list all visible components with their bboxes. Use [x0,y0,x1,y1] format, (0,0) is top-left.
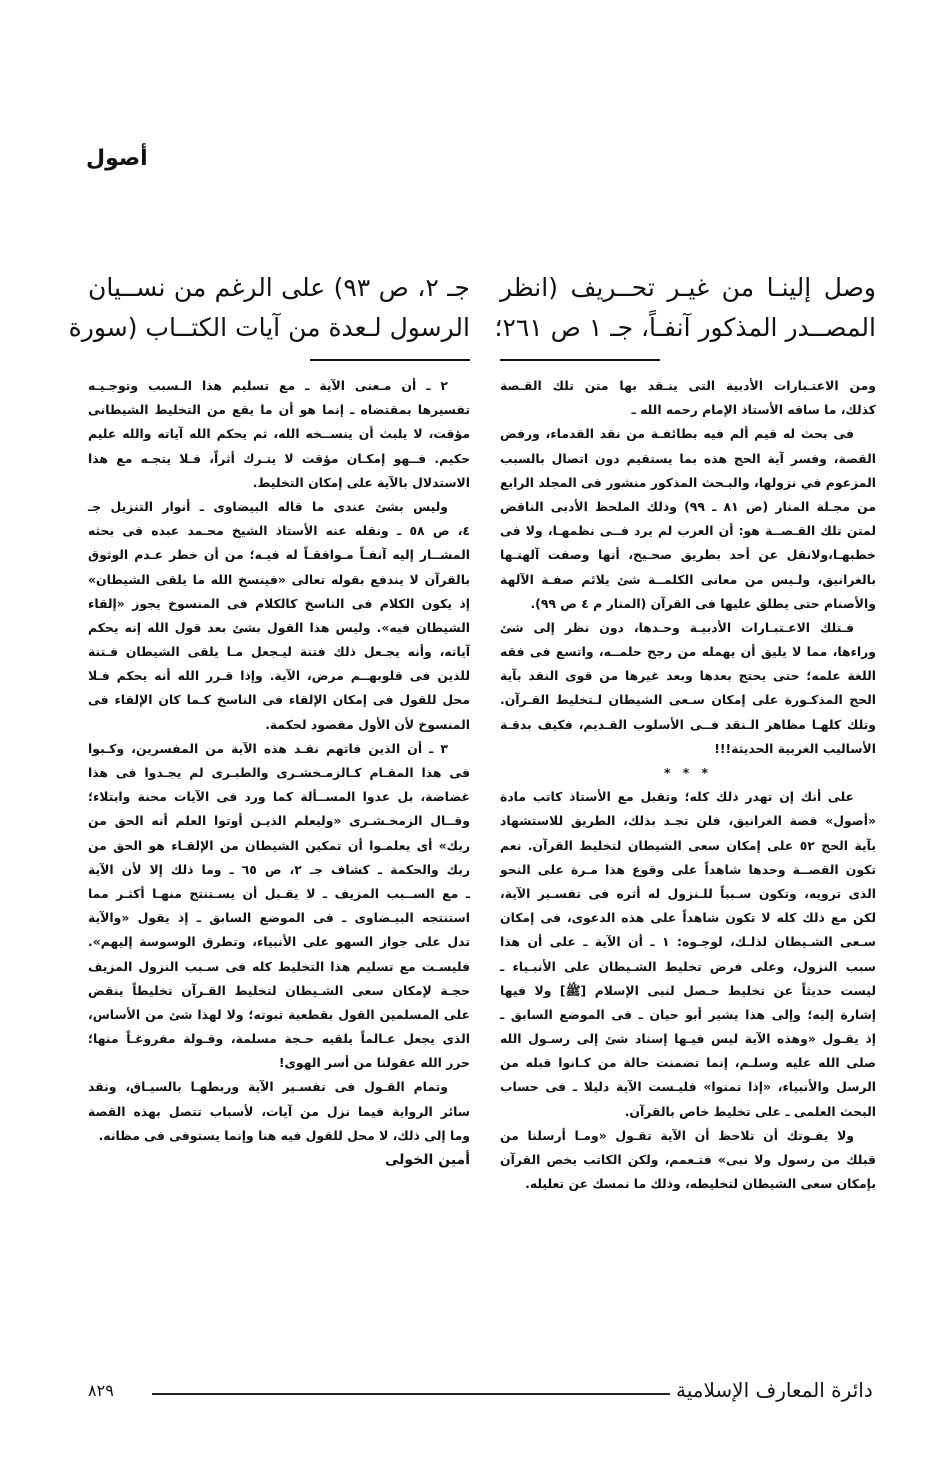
text-line: غضاضة، بل عدوا المســألة كما ورد فى الآيات محنة وابتلاء؛ [88,789,470,805]
text-line: سـعى الشـيطان لذلـك، لوجـوه: ١ ـ أن الآية ـ على أن هذا [500,934,876,950]
text-line: سبب النزول، وعلى فرض تخليط الشـيطان على الأنبـياء ـ [500,958,876,974]
paragraph [500,785,876,1124]
text-line: بالقرآن لا يندفع بقوله تعالى «فينسخ الله ما يلقى الشيطان» [88,571,470,587]
section-separator: * * * [663,765,713,780]
text-line: الأساليب الغربية الحديثة!!! [714,740,876,756]
text-line: اللغة علمه؛ حتى يحتج بعدها وبعد غيرها من قوى النقد بآية [500,668,876,684]
heading-line: جـ ٢، ص ٩٣) على الرغم من نســيان [88,273,470,302]
text-line: حكيم. فــهو إمكـان مؤقت لا يتـرك أثراً، فـلا يتجـه مع هذا [88,450,470,466]
divider [310,359,470,361]
paragraph [500,1124,876,1197]
text-line: صلى الله عليه وسلـم، إنما تضمنت حالة من كـانوا قبله من [500,1055,876,1071]
text-line: تدل على جواز السهو على الأنبياء، وتطرق الوسوسة إليهم». [88,934,470,950]
text-line: سائر الرواية فيما نزل من آيات، لأسباب تتصل بهذه القصة [88,1103,470,1119]
author-signature: أمين الخولى [385,1152,470,1168]
text-line: تكون القصــة وحدها شاهداً على وقوع هذا مـرة على النحو [500,861,876,877]
text-line: الذى ترويه، وتكون سـبباً للـنزول له أثره فى تفسـير الآية، [500,885,876,901]
page-number: ٨٢٩ [88,1381,114,1400]
text-line: تفسيرها بمقتضاه ـ إنما هو أن ما يقع من التخليط الشيطانى [88,402,470,418]
paragraph [88,374,470,495]
text-line: وليس بشئ عندى ما قاله البيضاوى ـ أنوار التنزيل جـ [88,498,448,514]
text-line: ربك والحكمة ـ كشاف جـ ٢، ص ٦٥ ـ وما ذلك إلا لأن الآية [88,861,470,877]
text-line: ٢ ـ أن مـعنى الآية ـ مع تسليم هذا الـسبب وتوجـيـه [88,378,448,393]
text-line: خطبهـا،ولانقل عن أحد بطريق صحـيح، أنها وصفت آلهتـها [500,547,876,563]
text-line: ربك» أى يعلمـوا أن تمكين الشيطان من الإلقـاء هو الحق من [88,837,470,853]
text-line: كذلك، ما ساقه الأستاذ الإمام رحمه الله ـ [631,402,876,418]
text-line: آياته، وأنه يجـعل ذلك فتنة ليـجعل مـا يلقى الشيطان فـتنة [88,644,470,660]
heading-line: وصل إلينـا من غيـر تحــريف (انظر [500,273,876,302]
text-line: الاستدلال بالآية على إمكان التخليط. [252,474,470,490]
heading-line: المصــدر المذكور آنفـاً، جـ ١ ص ٢٦١؛ [494,313,876,342]
text-line: ولا يفـوتك أن تلاحظ أن الآية تقـول «ومـا أرسلنا من [500,1127,854,1143]
text-line: فـتلك الاعـتبـارات الأدبيـة وحـدها، دون نظر إلى شئ [500,619,854,635]
text-line: على أنك إن تهدر ذلك كله؛ وتقبل مع الأستاذ كاتب مادة [500,789,854,805]
text-line: فى بحث له قيم ألم فيه بطائفـة من نقد القدماء، ورفض [500,426,854,442]
text-line: قبلك من رسول ولا نبى» فتـعمم، ولكن الكاتب يخص القرآن [500,1152,876,1167]
text-line: وقــال الزمخـشـرى «وليعلم الذيـن أوتوا العلم أنه الحق من [88,813,470,829]
text-line: ٣ ـ أن الذين فاتهم نقـد هذه الآية من المفسرين، وكـبوا [88,740,448,756]
text-line: ومن الاعتـبارات الأدبية التى ينـقد بها متن تلك القـصة [500,378,876,393]
text-line: ٤، ص ٥٨ ـ ونقله عنه الأستاذ الشيخ محـمد عبده فى بحثه [88,523,470,539]
footer-title: دائرة المعارف الإسلامية [676,1378,873,1402]
paragraph [88,495,470,737]
text-line: بإمكان سعى الشيطان لتخليطه، وذلك ما نمسك عن تعليله. [525,1176,876,1192]
text-line: ليست حديثاً عن تخليط حـصل لنبى الإسلام [ﷺ] ولا فيها [500,982,876,998]
text-line: إذ يكون الكلام فى الناسخ كالكلام فى المنسوخ يجوز «إلقاء [88,595,470,611]
text-line: الشيطان فيه». وليس هذا القول بشئ بعد قول الله إنه يحكم [88,619,470,635]
text-line: لمتن تلك القـصــة هو: أن العرب لم يرد فــى نظمهـا، ولا فى [500,523,876,539]
paragraph [500,422,876,616]
text-line: المنسوخ لأن الأول مقصود لحكمة. [265,716,470,732]
text-line: للذين فى قلوبهــم مرض، الآية. وإذا قـرر الله أنه يحكم فـلا [88,668,470,684]
heading-line: الرسول لـعدة من آيات الكتــاب (سورة [68,313,470,342]
text-line: والأصنام حتى يطلق عليها فى القرآن (المنار م ٤ ص ٩٩). [530,595,876,611]
text-line: بالغرانيق، ولـيس من معانى الكلمــة شئ يلائم صفـة الآلهة [500,571,876,587]
text-line: المزعوم في نزولها، والبـحث المذكور منشور فى المجلد الرابع [500,474,876,490]
footer-rule [152,1393,670,1395]
column-body [500,374,876,1196]
paragraph [88,1075,470,1148]
continued-heading [68,268,470,348]
text-line: فليسـت مع تسليم هذا التخليط كله فى سـبب النزول المزيف [88,958,470,974]
text-line: وما إلى ذلك، لا محل للقول فيه هنا وإنما يستوفى فى مظانه. [98,1127,470,1143]
text-line: حجـة لإمكان سعى الشـيطان لتخليط القـرآن تخليطاً ينقض [88,982,470,998]
text-line: وراءها، مما لا يليق أن يهمله من رجح حلمــه، واتسع فى فقه [500,644,876,660]
text-line: القصة، وفسر آية الحج هذه بما يستقيم دون اتصال بالسبب [500,450,876,466]
text-line: حرر الله عقولنا من أسر الهوى! [278,1055,470,1071]
text-line: المشــار إليه آنفـاً مـوافقـاً له فيـه؛ من أن خطر عـدم الوثوق [88,547,470,563]
text-line: مؤقت، لا يلبث أن ينســخه الله، ثم يحكم الله آياته والله عليم [88,426,470,442]
text-line: الرسل والأنبياء، «إذا تمنوا» فليـست الآية دليلا ـ فى حساب [500,1079,876,1095]
text-line: البحث العلمى ـ على تخليط خاص بالقرآن. [624,1103,876,1119]
column-body [88,374,470,1172]
text-line: محل للقول فى إمكان الإلقاء فى الناسخ كـما كان الإلقاء فى [88,692,470,708]
paragraph [500,374,876,422]
text-line: الحج المذكـورة على إمكان سـعى الشيطان لـتخليط القـرآن. [500,692,876,708]
running-head: أصول [86,146,148,171]
text-line: لكن مع ذلك كله لا تكون شاهداً على هذه الدعوى، فى إمكان [500,910,876,926]
text-line: على المسلمين القول بقطعية ثبوته؛ ولا لهذا شئ من الأساس، [88,1006,470,1022]
text-line: إشارة إليه؛ وإلى هذا يشير أبو حيان ـ فى الموضع السابق ـ [500,1006,876,1022]
text-line: الذى يجعل عـالماً يلقيه حـجة مسلمة، وقـولة مفروغـاً منها؛ [88,1031,470,1047]
text-line: وتلك كلهـا مظاهر الـنقد فــى الأسلوب القـديم، فكيف بدقـة [500,716,876,732]
paragraph [88,737,470,1076]
text-line: فى هذا المقـام كـالزمـخشـرى والطبـرى لم يجـدوا فى هذا [88,765,470,780]
text-line: إذ يقـول «وهذه الآية ليس فيـها إسناد شئ إلى رسـول الله [500,1031,876,1047]
divider [500,359,660,361]
text-line: استنتجه البيـضاوى ـ فى الموضع السابق ـ إذ يقول «والآية [88,910,470,926]
text-line: «أصول» قصة الغرانيق، فلن تجـد بذلك، الطريق للاستشهاد [500,813,876,829]
continued-heading [494,268,876,348]
text-line: من مجـلة المنار (ص ٨١ ـ ٩٩) وذلك الملحظ الأدبى الناقض [500,498,876,514]
paragraph [500,761,876,785]
text-line: بآية الحج ٥٢ على إمكان سعى الشيطان لتخليط القرآن. نعم [500,837,876,853]
text-line: وتمام القـول فى تفسـير الآية وربطهـا بالسيـاق، ونقد [88,1079,448,1095]
text-line: ـ مع الســبب المزيف ـ لا يقـبل أن يسـتنتج منهـا أكثـر مما [88,885,470,901]
paragraph [500,616,876,761]
